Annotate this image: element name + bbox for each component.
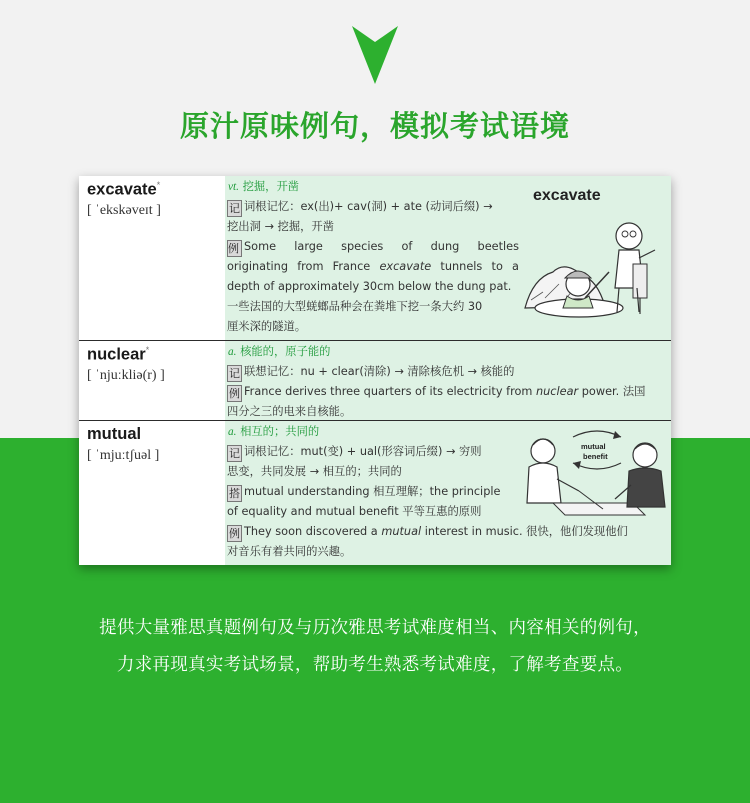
entry-headword-column <box>79 341 225 421</box>
definition-line <box>228 422 319 442</box>
excavate-cartoon-illustration <box>523 180 667 328</box>
part-of-speech: a. 核能的，原子能的 <box>228 345 331 358</box>
headword-text: nuclear <box>87 345 146 364</box>
entry-nuclear <box>79 341 671 421</box>
entry-definition-column <box>225 341 671 421</box>
meaning: 相互的；共同的 <box>240 425 320 438</box>
frequency-star: * <box>156 180 161 190</box>
memory-tip-line <box>227 197 493 217</box>
example-line: 例 They soon discovered a mutual interest in music. 很快，他们发现他们 <box>229 525 628 540</box>
dictionary-sample-card <box>79 176 671 565</box>
memory-tip-text: 词根记忆：mut(变) + ual(形容词后缀) → 穷则 <box>244 445 482 458</box>
collocation-tag: 搭 <box>229 487 240 500</box>
entry-definition-column <box>225 421 671 565</box>
example-tag: 例 <box>229 387 240 400</box>
entry-definition-column <box>225 176 671 341</box>
phonetic: [ ˈekskəveɪt ] <box>87 203 161 218</box>
example-translation: 四分之三的电来自核能。 <box>227 405 352 418</box>
example-line <box>227 237 519 257</box>
example-translation: 一些法国的大型蜣螂品种会在粪堆下挖一条大约 30 <box>227 300 483 313</box>
entry-headword-column <box>79 421 225 565</box>
memory-tip-text: 词根记忆：ex(出)+ cav(洞) + ate (动词后缀) → <box>244 200 493 213</box>
memory-tag: 记 <box>229 447 240 460</box>
memory-tip-line-2: 思变，共同发展 → 相互的；共同的 <box>227 465 402 478</box>
entry-mutual <box>79 421 671 565</box>
example-line: 例 France derives three quarters of its electricity from nuclear power. 法国 <box>229 385 646 400</box>
collocation-line <box>227 482 500 502</box>
headword <box>87 345 149 365</box>
footer-text-line-1: 提供大量雅思真题例句及与历次雅思考试难度相当、内容相关的例句， <box>99 618 651 638</box>
example-translation: 对音乐有着共同的兴趣。 <box>227 545 352 558</box>
part-of-speech: a. 相互的；共同的 <box>228 425 320 438</box>
meaning: 核能的，原子能的 <box>240 345 331 358</box>
cartoon-label-mutual: mutual <box>581 442 606 451</box>
headword: mutual <box>87 425 142 443</box>
memory-tag: 记 <box>229 367 240 380</box>
footer-text-line-2: 力求再现真实考试场景，帮助考生熟悉考试难度，了解考查要点。 <box>116 655 634 675</box>
collocation-line-2: of equality and mutual benefit 平等互惠的原则 <box>227 505 482 518</box>
phonetic: [ ˈmjuːtʃuəl ] <box>87 448 160 463</box>
cartoon-label-benefit: benefit <box>583 452 608 461</box>
example-text: Some large species of dung beetles <box>244 240 519 253</box>
part-of-speech: vt. 挖掘，开凿 <box>228 180 300 193</box>
example-line-2: originating from France excavate tunnels to a <box>227 260 519 273</box>
mutual-benefit-cartoon-illustration <box>523 423 667 521</box>
definition-line <box>228 177 299 197</box>
definition-line <box>228 342 330 362</box>
memory-tip-line-2: 挖出洞 → 挖掘，开凿 <box>227 220 335 233</box>
example-keyword: mutual <box>381 525 422 538</box>
example-translation-2: 厘米深的隧道。 <box>227 320 307 333</box>
section-heading: 原汁原味例句，模拟考试语境 <box>179 109 570 143</box>
memory-tip-line <box>227 442 482 462</box>
cartoon-label: excavate <box>533 187 601 204</box>
entry-headword-column <box>79 176 225 341</box>
meaning: 挖掘，开凿 <box>242 180 300 193</box>
example-tag: 例 <box>227 240 242 257</box>
headword <box>87 180 160 200</box>
example-keyword: excavate <box>379 260 432 273</box>
example-line-3: depth of approximately 30cm below the dung pat. <box>227 280 512 293</box>
phonetic: [ ˈnjuːkliə(r) ] <box>87 368 165 383</box>
headword-text: excavate <box>87 180 157 199</box>
entry-excavate <box>79 176 671 341</box>
frequency-star: * <box>145 345 150 355</box>
memory-tag: 记 <box>229 202 240 215</box>
memory-tip-line <box>227 362 514 382</box>
collocation-text: mutual understanding 相互理解；the principle <box>244 485 501 498</box>
down-chevron-arrow-icon <box>352 26 398 84</box>
memory-tip-text: 联想记忆：nu + clear(清除) → 清除核危机 → 核能的 <box>244 365 515 378</box>
example-tag: 例 <box>229 527 240 540</box>
example-keyword: nuclear <box>535 385 579 398</box>
